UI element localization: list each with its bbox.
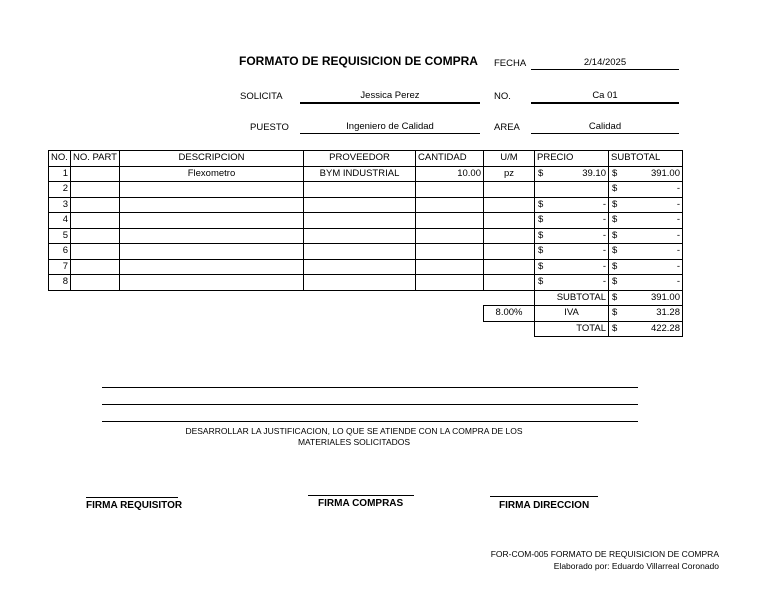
- footer-form-code: FOR-COM-005 FORMATO DE REQUISICION DE COMPRA: [490, 549, 719, 559]
- justification-line-2[interactable]: [102, 404, 638, 405]
- table-header-row: [49, 151, 683, 167]
- row-number: 6: [49, 244, 71, 260]
- subtotal-row: [49, 290, 683, 306]
- total-value: 422.28: [650, 322, 680, 334]
- row-number: 8: [49, 275, 71, 291]
- row-unit[interactable]: pz: [484, 166, 535, 182]
- total-currency: $: [612, 322, 618, 334]
- table-row: [49, 228, 683, 244]
- row-price[interactable]: [535, 213, 609, 229]
- col-descripcion: DESCRIPCION: [120, 151, 304, 167]
- row-part-number[interactable]: [71, 182, 120, 198]
- row-price-currency: $: [538, 260, 544, 272]
- no-field[interactable]: Ca 01: [531, 90, 679, 104]
- row-subtotal-currency: $: [612, 276, 618, 288]
- row-description[interactable]: [120, 182, 304, 198]
- table-row: [49, 275, 683, 291]
- row-number: 5: [49, 228, 71, 244]
- row-price-value: -: [602, 245, 606, 257]
- row-subtotal-value: -: [676, 214, 680, 226]
- row-price-value: -: [602, 198, 606, 210]
- row-subtotal-value: 391.00: [650, 167, 680, 179]
- row-number: 2: [49, 182, 71, 198]
- row-quantity[interactable]: [416, 182, 484, 198]
- row-price-currency: $: [538, 229, 544, 241]
- row-supplier[interactable]: [304, 228, 416, 244]
- row-price-value: -: [602, 276, 606, 288]
- table-row: [49, 213, 683, 229]
- subtotal-currency: $: [612, 291, 618, 303]
- row-supplier[interactable]: BYM INDUSTRIAL: [304, 166, 416, 182]
- row-unit[interactable]: [484, 259, 535, 275]
- row-part-number[interactable]: [71, 197, 120, 213]
- table-row: [49, 166, 683, 182]
- signature-direccion-label: FIRMA DIRECCION: [499, 500, 590, 511]
- row-price[interactable]: [535, 182, 609, 198]
- signature-line-compras[interactable]: [308, 495, 414, 496]
- col-proveedor: PROVEEDOR: [304, 151, 416, 167]
- table-row: [49, 197, 683, 213]
- row-subtotal-currency: $: [612, 167, 618, 179]
- row-number: 3: [49, 197, 71, 213]
- row-subtotal-currency: $: [612, 229, 618, 241]
- row-description[interactable]: [120, 197, 304, 213]
- row-description[interactable]: [120, 259, 304, 275]
- row-quantity[interactable]: [416, 259, 484, 275]
- row-unit[interactable]: [484, 182, 535, 198]
- row-price[interactable]: [535, 275, 609, 291]
- iva-row: [49, 306, 683, 322]
- row-part-number[interactable]: [71, 275, 120, 291]
- signature-line-direccion[interactable]: [490, 496, 598, 497]
- fecha-label: FECHA: [494, 58, 527, 69]
- row-supplier[interactable]: [304, 259, 416, 275]
- row-subtotal: [609, 275, 683, 291]
- row-number: 7: [49, 259, 71, 275]
- row-description[interactable]: [120, 228, 304, 244]
- row-subtotal: [609, 197, 683, 213]
- row-price[interactable]: [535, 228, 609, 244]
- no-label: NO.: [494, 91, 511, 102]
- row-part-number[interactable]: [71, 228, 120, 244]
- table-row: [49, 259, 683, 275]
- row-price-value: -: [602, 214, 606, 226]
- row-description[interactable]: [120, 244, 304, 260]
- row-subtotal: [609, 213, 683, 229]
- row-unit[interactable]: [484, 228, 535, 244]
- puesto-field[interactable]: Ingeniero de Calidad: [300, 121, 480, 134]
- row-supplier[interactable]: [304, 244, 416, 260]
- row-price-currency: $: [538, 276, 544, 288]
- justification-instruction-1: DESARROLLAR LA JUSTIFICACION, LO QUE SE ATIENDE CON LA COMPRA DE LOS: [185, 426, 523, 436]
- iva-value: 31.28: [656, 307, 680, 319]
- solicita-field[interactable]: Jessica Perez: [300, 90, 480, 104]
- row-number: 1: [49, 166, 71, 182]
- total-cell: [609, 321, 683, 337]
- row-subtotal-value: -: [676, 183, 680, 195]
- row-subtotal: [609, 244, 683, 260]
- total-label: TOTAL: [535, 321, 609, 337]
- puesto-label: PUESTO: [250, 122, 289, 133]
- subtotal-value: 391.00: [650, 291, 680, 303]
- solicita-label: SOLICITA: [240, 91, 283, 102]
- row-supplier[interactable]: [304, 275, 416, 291]
- row-description[interactable]: [120, 213, 304, 229]
- iva-label: IVA: [535, 306, 609, 322]
- row-supplier[interactable]: [304, 197, 416, 213]
- row-subtotal: [609, 228, 683, 244]
- row-part-number[interactable]: [71, 213, 120, 229]
- justification-line-3[interactable]: [102, 421, 638, 422]
- footer-author: Elaborado por: Eduardo Villarreal Coronado: [553, 561, 719, 571]
- row-price-currency: $: [538, 198, 544, 210]
- subtotal-cell: [609, 290, 683, 306]
- row-quantity[interactable]: [416, 244, 484, 260]
- col-no: NO.: [49, 151, 71, 167]
- row-price-value: -: [602, 260, 606, 272]
- total-row: [49, 321, 683, 337]
- col-subtotal: SUBTOTAL: [609, 151, 683, 167]
- row-subtotal-value: -: [676, 260, 680, 272]
- col-um: U/M: [484, 151, 535, 167]
- row-price[interactable]: [535, 259, 609, 275]
- area-field[interactable]: Calidad: [531, 121, 679, 134]
- items-table: [48, 150, 683, 337]
- row-subtotal-value: -: [676, 229, 680, 241]
- table-row: [49, 182, 683, 198]
- row-subtotal-currency: $: [612, 260, 618, 272]
- row-price[interactable]: [535, 197, 609, 213]
- row-price-value: 39.10: [582, 167, 606, 179]
- iva-cell: [609, 306, 683, 322]
- row-quantity[interactable]: [416, 228, 484, 244]
- col-precio: PRECIO: [535, 151, 609, 167]
- table-row: [49, 244, 683, 260]
- row-subtotal-currency: $: [612, 183, 618, 195]
- row-unit[interactable]: [484, 244, 535, 260]
- row-quantity[interactable]: [416, 213, 484, 229]
- row-price-value: -: [602, 229, 606, 241]
- row-supplier[interactable]: [304, 213, 416, 229]
- row-number: 4: [49, 213, 71, 229]
- row-part-number[interactable]: [71, 259, 120, 275]
- row-subtotal-currency: $: [612, 214, 618, 226]
- row-price[interactable]: [535, 166, 609, 182]
- iva-rate[interactable]: 8.00%: [484, 306, 535, 322]
- form-title: FORMATO DE REQUISICION DE COMPRA: [239, 54, 478, 68]
- signature-line-requisitor[interactable]: [86, 497, 178, 498]
- row-unit[interactable]: [484, 275, 535, 291]
- col-cantidad: CANTIDAD: [416, 151, 484, 167]
- row-price-currency: $: [538, 167, 544, 179]
- row-subtotal: [609, 166, 683, 182]
- row-subtotal: [609, 259, 683, 275]
- fecha-field[interactable]: 2/14/2025: [531, 57, 679, 70]
- row-subtotal: [609, 182, 683, 198]
- justification-line-1[interactable]: [102, 387, 638, 388]
- row-quantity[interactable]: [416, 197, 484, 213]
- row-subtotal-value: -: [676, 276, 680, 288]
- justification-instruction-2: MATERIALES SOLICITADOS: [297, 437, 411, 447]
- iva-currency: $: [612, 307, 618, 319]
- row-price[interactable]: [535, 244, 609, 260]
- row-quantity[interactable]: [416, 275, 484, 291]
- subtotal-label: SUBTOTAL: [535, 290, 609, 306]
- row-unit[interactable]: [484, 213, 535, 229]
- col-part: NO. PART: [71, 151, 120, 167]
- signature-compras-label: FIRMA COMPRAS: [318, 498, 404, 509]
- row-price-currency: $: [538, 245, 544, 257]
- row-subtotal-currency: $: [612, 198, 618, 210]
- row-description[interactable]: [120, 275, 304, 291]
- row-subtotal-currency: $: [612, 245, 618, 257]
- row-unit[interactable]: [484, 197, 535, 213]
- row-quantity[interactable]: 10.00: [416, 166, 484, 182]
- area-label: AREA: [494, 122, 520, 133]
- row-supplier[interactable]: [304, 182, 416, 198]
- row-price-currency: $: [538, 214, 544, 226]
- row-part-number[interactable]: [71, 166, 120, 182]
- row-description[interactable]: Flexometro: [120, 166, 304, 182]
- row-subtotal-value: -: [676, 198, 680, 210]
- row-part-number[interactable]: [71, 244, 120, 260]
- signature-requisitor-label: FIRMA REQUISITOR: [86, 500, 183, 511]
- row-subtotal-value: -: [676, 245, 680, 257]
